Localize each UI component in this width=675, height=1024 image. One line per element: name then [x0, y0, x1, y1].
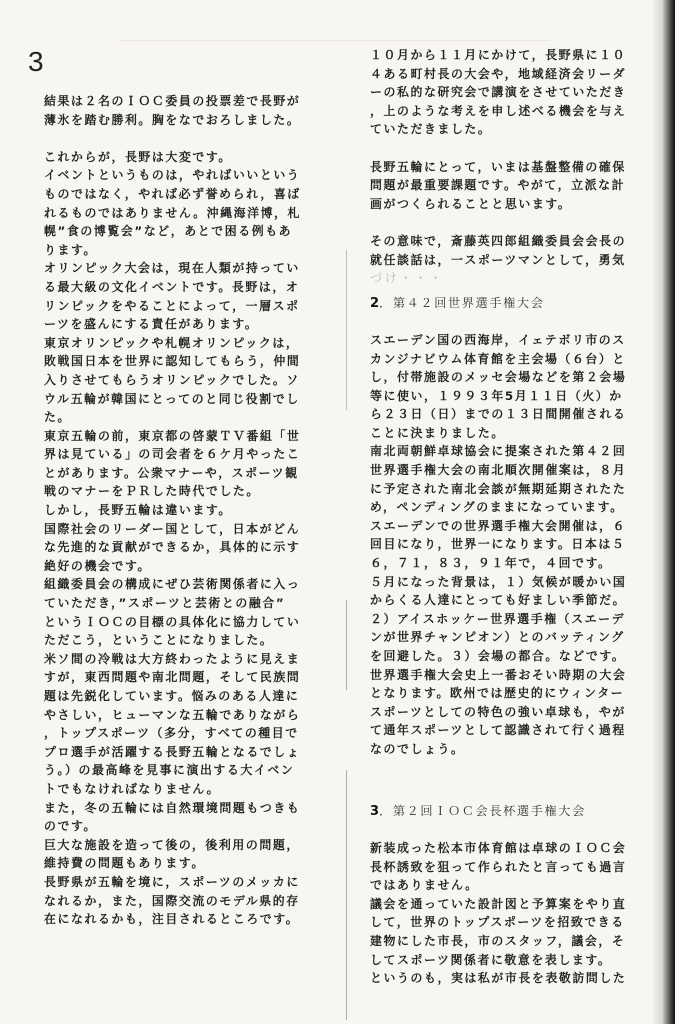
text-line: トでもなければなりません。	[44, 781, 221, 796]
margin-rule	[346, 600, 347, 690]
text-line: して，世界のトップスポーツを招致できる	[370, 915, 625, 930]
text-line: プロ選手が活躍する長野五輪となるでしょ	[44, 744, 301, 759]
text-line: というＩＯＣの目標の具体化に協力してい	[44, 614, 301, 629]
text-line: 絶好の機会です。	[44, 558, 151, 573]
text-line: ものではなく，やれば必ず誉められ，喜ば	[44, 186, 301, 201]
text-line: 題は先鋭化しています。悩みのある人達に	[44, 689, 300, 703]
paragraph	[370, 46, 642, 139]
text-line: ります。	[44, 242, 98, 257]
text-line: ただこう，ということになりました。	[44, 633, 274, 648]
text-line: となります。欧州では歴史的にウィンター	[370, 686, 625, 701]
text-line: 幌”食の博覧会”など，あとで困る例もあ	[44, 224, 293, 239]
text-line: なのでしょう。	[370, 741, 465, 756]
margin-rule	[346, 250, 347, 410]
text-line: 画がつくられることと思います。	[370, 196, 572, 211]
text-line: 結果は２名のＩＯＣ委員の投票差で長野が	[44, 94, 301, 108]
section-heading-3	[370, 802, 642, 821]
text-line: に予定された南北会談が無期延期されたた	[370, 481, 627, 496]
text-line: 界は見ている」の司会者を６ケ月やったこ	[44, 447, 301, 462]
text-line: 就任談話は，一スポーツマンとして，勇気	[370, 252, 626, 267]
text-line: のです。	[44, 819, 98, 834]
text-line: また，冬の五輪には自然環境問題もつきも	[44, 800, 301, 815]
text-line: ら２３日（日）までの１３日間開催される	[370, 407, 627, 422]
text-line: ６，７１，８３，９１年で，４回です。	[370, 556, 612, 571]
page-edge-shadow	[653, 0, 675, 1024]
text-line: 維持費の問題もあります。	[44, 856, 205, 871]
text-line: 建物にした市長，市のスタッフ，議会，そ	[370, 933, 626, 948]
text-line: 長杯誘致を狙って作られたと言っても過言	[370, 859, 627, 874]
text-line: な先進的な貢献ができるか，具体的に示す	[44, 540, 301, 555]
text-line: ことに決まりました。	[370, 425, 505, 440]
margin-rule	[346, 770, 347, 1020]
text-line: やさしい，ヒューマンな五輪でありながら	[44, 707, 301, 722]
text-line: オリンピック大会は，現在人類が持ってい	[44, 261, 300, 276]
text-line: 東京五輪の前，東京都の啓蒙ＴＶ番組「世	[44, 428, 301, 443]
text-line: １０月から１１月にかけて，長野県に１０	[370, 48, 627, 62]
text-line: ，トップスポーツ（多分，すべての種目で	[44, 726, 299, 741]
text-line: ウル五輪が韓国にとってのと同じ役割でし	[44, 391, 300, 406]
text-line: スエーデン国の西海岸，イェテボリ市のス	[370, 332, 626, 347]
text-line: 議会を通っていた設計図と予算案をやり直	[370, 896, 627, 911]
section-heading-2	[370, 294, 642, 313]
text-line: る最大級の文化イベントです。長野は，オ	[44, 279, 300, 294]
text-line: ４ある町村長の大会や，地域経済会リーダ	[370, 66, 627, 81]
text-line: しかし，長野五輪は違います。	[44, 503, 232, 518]
text-line: た。	[44, 410, 71, 425]
paragraph	[370, 331, 642, 759]
text-line: め，ペンディングのままになっています。	[370, 500, 624, 515]
text-line: ，上のような考えを申し述べる機会を与え	[370, 103, 627, 118]
text-line: 長野県が五輪を境に，スポーツのメッカに	[44, 874, 300, 889]
text-line: 等に使い，１９９３年5月１１日（火）か	[370, 388, 623, 403]
text-line: ていただき，”スポーツと芸術との融合”	[44, 596, 286, 611]
text-line: 戦のマナーをＰＲした時代でした。	[44, 484, 260, 499]
text-line: とがあります。公衆マナーや，スポーツ観	[44, 465, 299, 480]
text-line: 国際社会のリーダー国として，日本がどん	[44, 521, 301, 536]
text-line: カンジナビウム体育館を主会場（６台）と	[370, 351, 626, 366]
right-column	[370, 46, 642, 988]
text-line: 入りさせてもらうオリンピックでした。ソ	[44, 372, 300, 387]
text-line: う。）の最高峰を見事に演出する大イベン	[44, 763, 295, 778]
text-line: 組織委員会の構成にぜひ芸術関係者に入っ	[44, 577, 301, 592]
section-number: 2	[370, 295, 380, 311]
text-line: 米ソ間の冷戦は大方終わったように見えま	[44, 651, 301, 666]
text-line: イベントというものは，やればいいという	[44, 168, 301, 183]
section-number: 3	[370, 803, 380, 819]
text-line: ていただきました。	[370, 122, 492, 137]
text-line: ーツを盛んにする責任があります。	[44, 317, 259, 332]
text-line: 問題が最重要課題です。やがて，立派な計	[370, 178, 626, 193]
section-title: ．第４２回世界選手権大会	[379, 295, 545, 310]
text-line: 回目になり，世界一になります。日本は５	[370, 537, 626, 552]
text-line: してスポーツ関係者に敬意を表します。	[370, 952, 612, 967]
text-line: 敗戦国日本を世界に認知してもらう，仲間	[44, 354, 301, 369]
text-line: ンが世界チャンピオン）とのバッティング	[370, 630, 625, 645]
text-line: すが，東西問題や南北問題，そして民族問	[44, 670, 301, 685]
text-line: し，付帯施設のメッセ会場などを第２会場	[370, 370, 627, 385]
text-line: て通年スポーツとして認識されて行く過程	[370, 723, 626, 738]
text-line: れるものではありません。沖縄海洋博，札	[44, 205, 302, 220]
text-line: 長野五輪にとって，いまは基盤整備の確保	[370, 159, 626, 174]
paragraph	[370, 158, 642, 214]
text-line: 巨大な施設を造って後の，後利用の問題，	[44, 837, 300, 852]
text-line: 南北両朝鮮卓球協会に提案された第４２回	[370, 444, 627, 459]
text-line: からくる人達にとっても好ましい季節だ。	[370, 593, 627, 608]
paragraph	[370, 839, 642, 988]
text-line: その意味で，斎藤英四郎組織委員会会長の	[370, 233, 627, 248]
text-line: 薄氷を踏む勝利。胸をなでおろしました。	[44, 112, 301, 127]
text-line: 東京オリンピックや札幌オリンピックは，	[44, 335, 300, 350]
text-line: スエーデンでの世界選手権大会開催は，６	[370, 518, 627, 533]
text-line: ではありません。	[370, 878, 479, 893]
text-line: ーの私的な研究会で講演をさせていただき	[370, 85, 627, 100]
text-line: というのも，実は私が市長を表敬訪問した	[370, 971, 627, 986]
text-line: 在になれるかも，注目されるところです。	[44, 912, 300, 927]
cut-off-text-line: づけ・・・	[370, 271, 445, 286]
text-line: リンピックをやることによって，一層スポ	[44, 298, 300, 313]
page-number: 3	[28, 46, 44, 77]
paragraph	[44, 92, 316, 129]
left-column	[44, 92, 316, 929]
paragraph	[44, 148, 316, 929]
text-line: 世界選手権大会の南北順次開催案は，８月	[370, 463, 627, 478]
text-line: ５月になった背景は，１）気候が暖かい国	[370, 574, 627, 589]
text-line: 世界選手権大会史上一番おそい時期の大会	[370, 667, 627, 682]
text-line: これからが，長野は大変です。	[44, 149, 232, 164]
section-title: ．第２回ＩＯＣ会長杯選手権大会	[379, 803, 586, 818]
text-line: なれるか，また，国際交流のモデル県的存	[44, 893, 300, 908]
paragraph	[370, 232, 642, 288]
text-line: スポーツとしての特色の強い卓球も，やが	[370, 704, 626, 719]
text-line: ２）アイスホッケー世界選手権（スエーデ	[370, 611, 626, 626]
text-line: を回避した。３）会場の都合。などです。	[370, 649, 626, 663]
text-line: 新装成った松本市体育館は卓球のＩＯＣ会	[370, 840, 627, 855]
